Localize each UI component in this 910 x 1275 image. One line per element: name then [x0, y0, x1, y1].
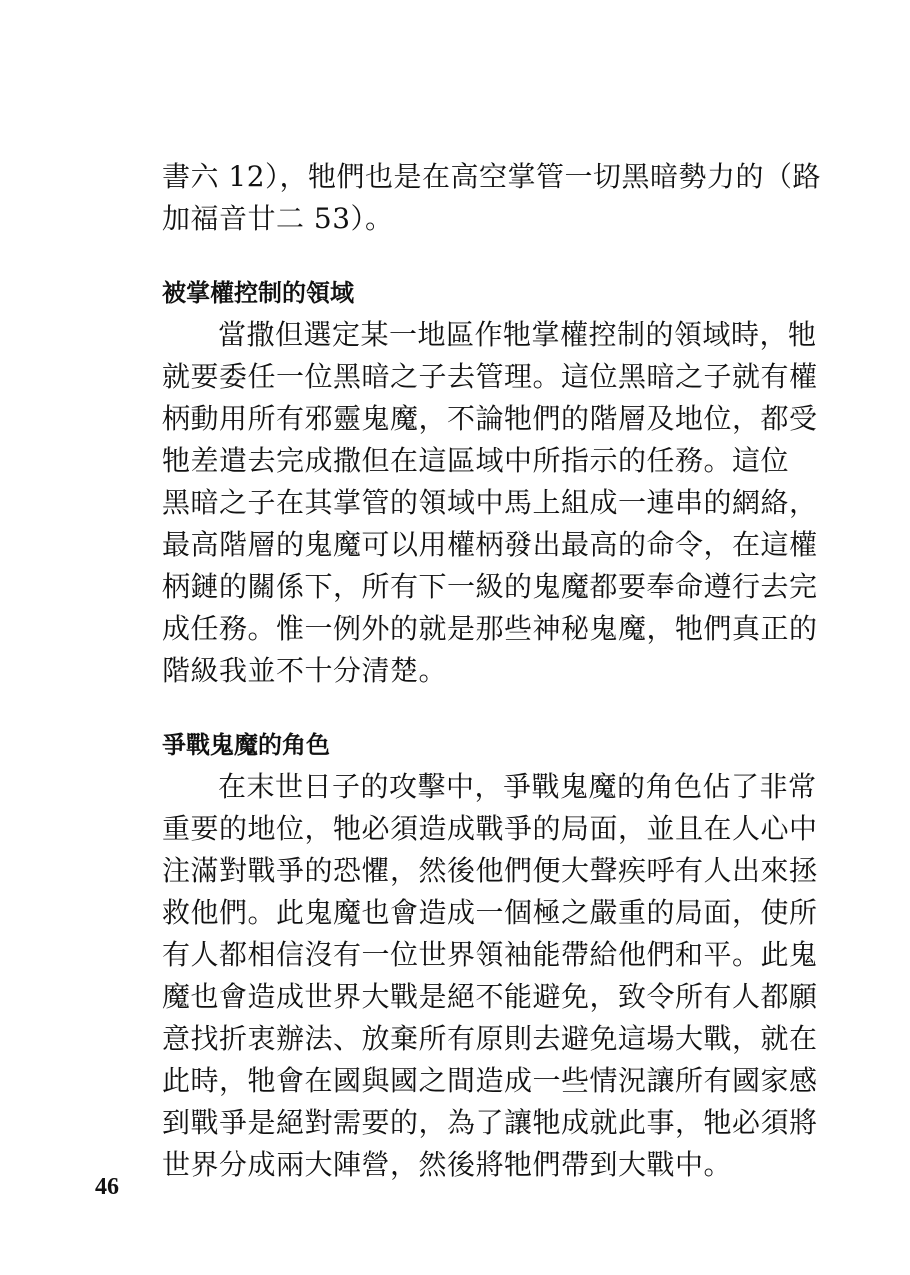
section-war-demon-role	[162, 724, 818, 1186]
section-controlled-territory	[162, 272, 818, 692]
page-number: 46	[95, 1174, 119, 1200]
text-line: 書六 12），牠們也是在高空掌管一切黑暗勢力的（路	[162, 160, 822, 193]
text-line: 加福音廿二 53）。	[162, 202, 394, 235]
text-line: 此時，牠會在國與國之間造成一些情況讓所有國家感	[162, 1064, 818, 1097]
page-body	[162, 156, 822, 1186]
section-heading: 爭戰鬼魔的角色	[162, 731, 330, 759]
text-line: 意找折衷辦法、放棄所有原則去避免這場大戰，就在	[162, 1022, 818, 1055]
text-line: 成任務。惟一例外的就是那些神秘鬼魔，牠們真正的	[162, 612, 818, 645]
text-line: 救他們。此鬼魔也會造成一個極之嚴重的局面，使所	[162, 896, 818, 929]
section-heading: 被掌權控制的領域	[162, 279, 354, 307]
text-line: 階級我並不十分清楚。	[162, 654, 448, 687]
text-line: 當撒但選定某一地區作牠掌權控制的領域時，牠	[218, 318, 817, 351]
text-line: 在末世日子的攻擊中，爭戰鬼魔的角色佔了非常	[218, 770, 817, 803]
text-line: 到戰爭是絕對需要的，為了讓牠成就此事，牠必須將	[162, 1106, 818, 1139]
spacer	[162, 240, 752, 272]
intro-paragraph	[162, 156, 822, 240]
text-line: 最高階層的鬼魔可以用權柄發出最高的命令，在這權	[162, 528, 818, 561]
text-line: 魔也會造成世界大戰是絕不能避免，致令所有人都願	[162, 980, 818, 1013]
text-line: 柄動用所有邪靈鬼魔，不論牠們的階層及地位，都受	[162, 402, 818, 435]
text-line: 就要委任一位黑暗之子去管理。這位黑暗之子就有權	[162, 360, 818, 393]
text-line: 柄鏈的關係下，所有下一級的鬼魔都要奉命遵行去完	[162, 570, 818, 603]
text-line: 注滿對戰爭的恐懼，然後他們便大聲疾呼有人出來拯	[162, 854, 818, 887]
text-line: 牠差遣去完成撒但在這區域中所指示的任務。這位	[162, 444, 790, 477]
text-line: 重要的地位，牠必須造成戰爭的局面，並且在人心中	[162, 812, 818, 845]
text-line: 黑暗之子在其掌管的領域中馬上組成一連串的網絡，	[162, 486, 818, 519]
text-line: 世界分成兩大陣營，然後將牠們帶到大戰中。	[162, 1148, 733, 1181]
text-line: 有人都相信沒有一位世界領袖能帶給他們和平。此鬼	[162, 938, 818, 971]
spacer	[162, 692, 752, 724]
